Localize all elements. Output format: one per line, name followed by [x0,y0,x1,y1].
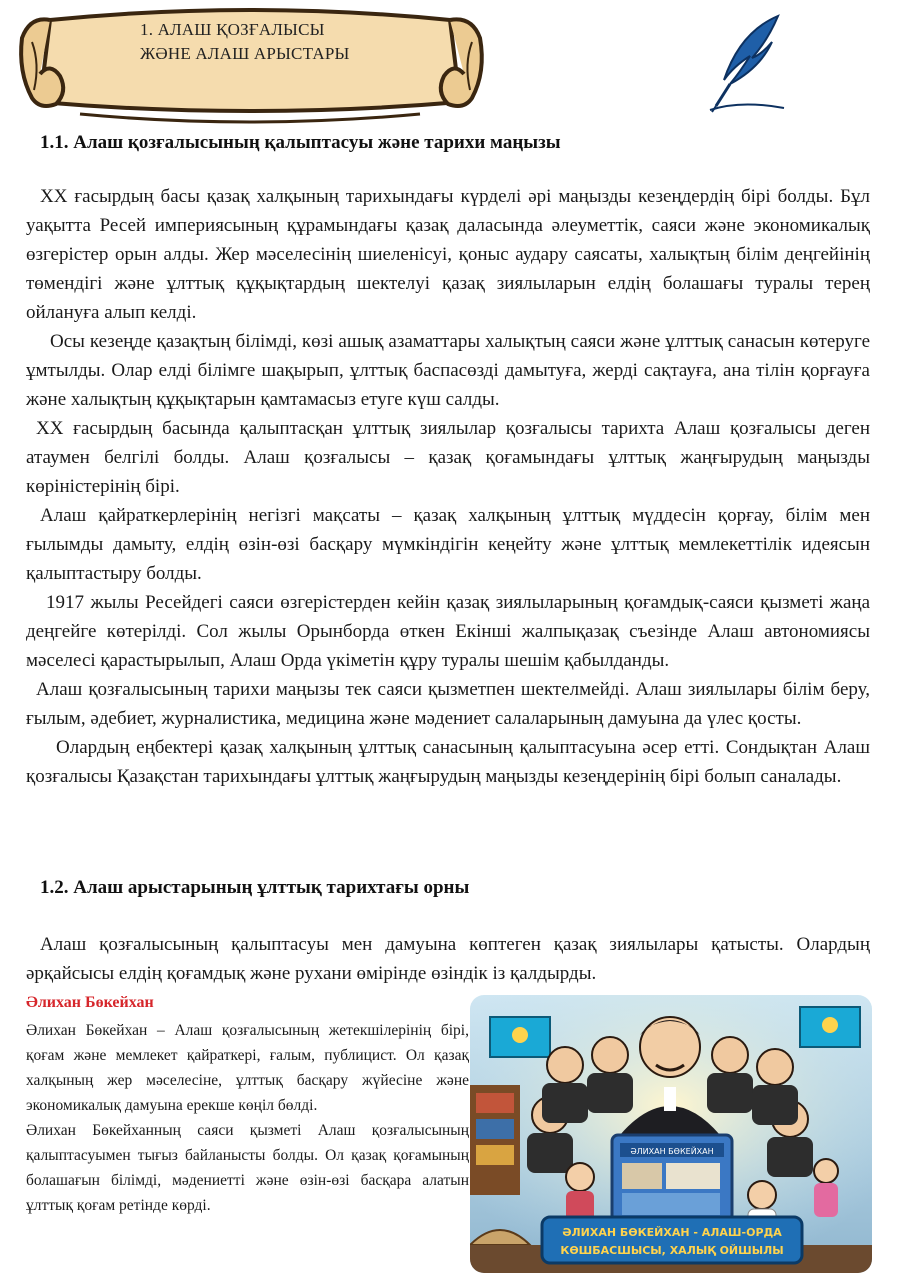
paragraph: Алаш қозғалысының қалыптасуы мен дамуына көптеген қазақ зиялылары қатысты. Олардың әрқайсысы елдің қоғамдық және рухани өмірінде өзіндік із қалдырды. [26,934,870,984]
illustration-image [470,995,872,1273]
scroll-banner [10,2,495,134]
alikhan-illustration [470,995,872,1273]
paragraph: Осы кезеңде қазақтың білімді, көзі ашық азаматтары халықтың саяси және ұлттық санасын көтеруге ұмтылды. Олар елді білімге шақырып, ұлттық баспасөзді дамытуға, жерді сақтауға, ана тілін қорғауға және халықтың құқықтарын қамтамасыз етуге күш салды. [26,331,870,410]
chapter-title-line1: 1. АЛАШ ҚОЗҒАЛЫСЫ [140,20,325,39]
bio-paragraph: Әлихан Бөкейхан – Алаш қозғалысының жетекшілерінің бірі, қоғам және мемлекет қайраткері, ғалым, публицист. Ол қазақ халқының жер мәселесіне, ұлттық басқару жүйесіне және экономикалық дамуына ерекше көңіл бөлді. [26,1022,469,1114]
quill-pen-icon [700,14,796,116]
svg-text:ӘЛИХАН БӨКЕЙХАН - АЛАШ-ОРДА: ӘЛИХАН БӨКЕЙХАН - АЛАШ-ОРДА [562,1226,782,1239]
chapter-title-line2: ЖӘНЕ АЛАШ АРЫСТАРЫ [140,44,350,63]
paragraph: XX ғасырдың басында қалыптасқан ұлттық зиялылар қозғалысы тарихта Алаш қозғалысы деген атаумен белгілі болды. Алаш қозғалысы – қазақ қоғамындағы ұлттық жаңғырудың маңызды көріністерінің бірі. [26,418,870,497]
section2-intro [26,930,870,988]
chapter-title [140,18,350,66]
section1-body [26,182,870,791]
paragraph: Алаш қайраткерлерінің негізгі мақсаты – қазақ халқының ұлттық мүддесін қорғау, білім мен ғылымды дамыту, елдің өзін-өзі басқару мүмкіндігін кеңейту және ұлттық мемлекеттілік идеясын қалыптастыру болды. [26,505,870,584]
section-heading-1: 1.1. Алаш қозғалысының қалыптасуы және тарихи маңызы [40,132,561,153]
svg-text:КӨШБАСШЫСЫ, ХАЛЫҚ ОЙШЫЛЫ: КӨШБАСШЫСЫ, ХАЛЫҚ ОЙШЫЛЫ [560,1244,784,1257]
paragraph: Олардың еңбектері қазақ халқының ұлттық санасының қалыптасуына әсер етті. Сондықтан Алаш қозғалысы Қазақстан тарихындағы ұлттық жаңғырудың маңызды кезеңдерінің бірі болып саналады. [26,737,870,787]
paragraph: Алаш қозғалысының тарихи маңызы тек саяси қызметпен шектелмейді. Алаш зиялылары білім беру, ғылым, әдебиет, журналистика, медицина және мәдениет салаларының дамуына да үлес қосты. [26,679,870,729]
paragraph: XX ғасырдың басы қазақ халқының тарихындағы күрделі әрі маңызды кезеңдердің бірі болды. Бұл уақытта Ресей империясының құрамындағы қазақ даласында әлеуметтік, саяси және экономикалық өзгерістер орын алды. Жер мәселесінің шиеленісуі, қоныс аудару саясаты, халықтың білім деңгейінің төмендігі және ұлттық құқықтардың шектелуі қазақ зиялыларын елдің болашағы туралы терең ойлануға алып келді. [26,186,870,323]
person-bio [26,1018,469,1218]
person-name: Әлихан Бөкейхан [26,994,154,1011]
svg-text:ӘЛИХАН БӨКЕЙХАН: ӘЛИХАН БӨКЕЙХАН [630,1147,714,1156]
paragraph: 1917 жылы Ресейдегі саяси өзгерістерден кейін қазақ зиялыларының қоғамдық-саяси қызметі жаңа деңгейге көтерілді. Сол жылы Орынборда өткен Екінші жалпықазақ съезінде Алаш автономиясы мәселесі қарастырылып, Алаш Орда үкіметін құру туралы шешім қабылданды. [26,592,870,671]
section-heading-2: 1.2. Алаш арыстарының ұлттық тарихтағы орны [40,877,470,898]
bio-paragraph: Әлихан Бөкейханның саяси қызметі Алаш қозғалысының қалыптасуымен тығыз байланысты болды. Ол қазақ қоғамының болашағын білімді, мәдениетті және өзін-өзі басқара алатын ұлттық қоғам ретінде көрді. [26,1122,469,1214]
